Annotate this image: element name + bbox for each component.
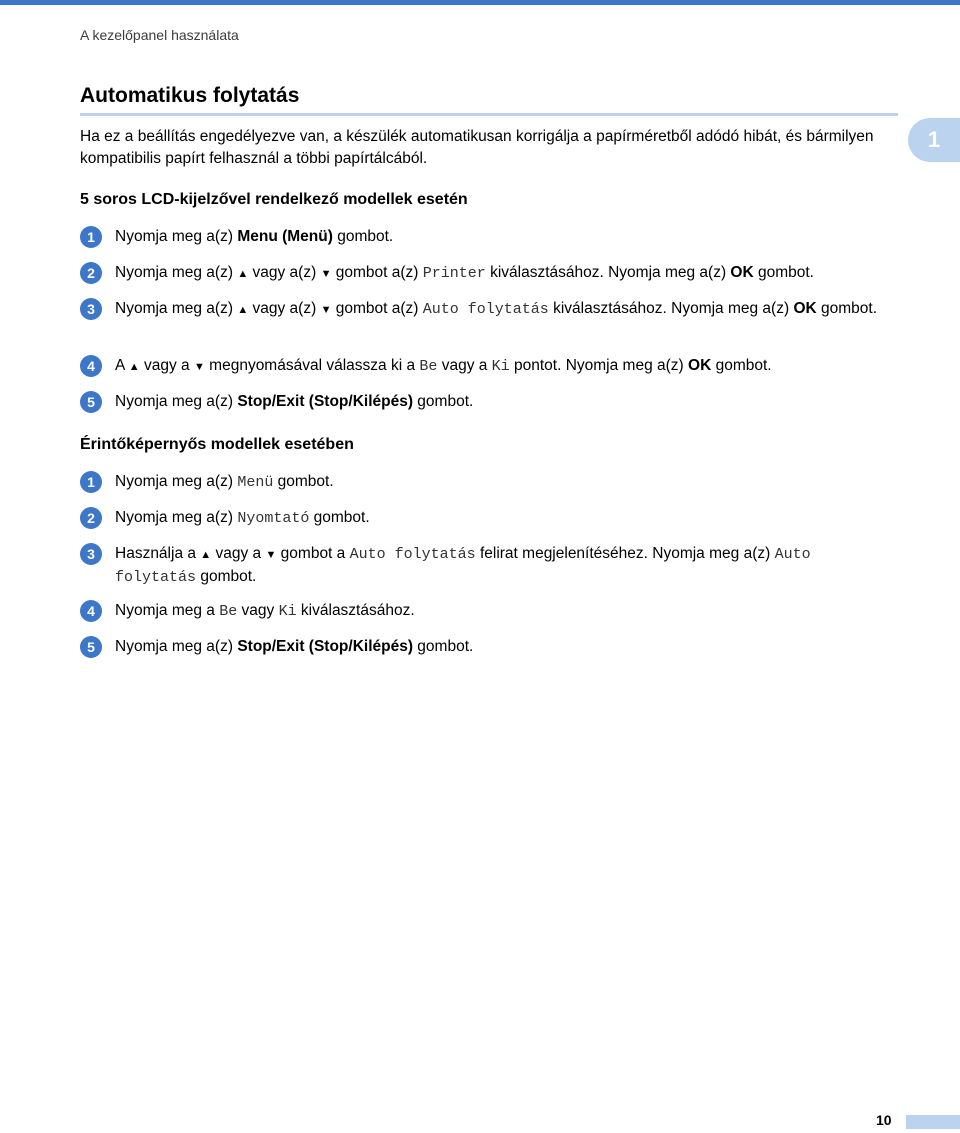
up-arrow-icon: ▲ xyxy=(200,549,212,561)
step-number-badge: 1 xyxy=(80,226,102,248)
key-name: Menu (Menü) xyxy=(237,228,333,245)
key-name: OK xyxy=(730,264,754,281)
lcd-option: Auto folytatás xyxy=(349,546,476,563)
step-text: Nyomja meg a(z) Nyomtató gombot. xyxy=(115,509,370,527)
step-number-badge: 3 xyxy=(80,543,102,565)
lcd-option: Be xyxy=(419,358,438,375)
touch-step-4 xyxy=(80,600,900,623)
footer-tab xyxy=(906,1115,960,1129)
touch-step-2 xyxy=(80,507,900,530)
step-text: Használja a ▲ vagy a ▼ gombot a Auto folytatás felirat megjelenítéséhez. Nyomja meg a(z) Auto folytatás gombot. xyxy=(115,545,811,586)
up-arrow-icon: ▲ xyxy=(237,268,249,280)
step-number-badge: 4 xyxy=(80,355,102,377)
intro-paragraph: Ha ez a beállítás engedélyezve van, a készülék automatikusan korrigálja a papírméretből adódó hibát, és bármilyen kompatibilis papírt felhasznál a többi papírtálcából. xyxy=(80,128,874,167)
lcd-step-2 xyxy=(80,262,900,285)
down-arrow-icon: ▼ xyxy=(320,268,332,280)
step-text: A ▲ vagy a ▼ megnyomásával válassza ki a Be vagy a Ki pontot. Nyomja meg a(z) OK gombot. xyxy=(115,357,772,375)
lcd-option: Ki xyxy=(278,603,297,620)
step-text: Nyomja meg a(z) Stop/Exit (Stop/Kilépés) gombot. xyxy=(115,393,474,410)
page-number: 10 xyxy=(876,1112,892,1128)
touch-step-1 xyxy=(80,471,900,494)
step-text: Nyomja meg a(z) Menü gombot. xyxy=(115,473,334,491)
step-text: Nyomja meg a(z) Stop/Exit (Stop/Kilépés) gombot. xyxy=(115,638,474,655)
lcd-step-4 xyxy=(80,355,900,378)
lcd-option: Nyomtató xyxy=(237,510,310,527)
lcd-option: Menü xyxy=(237,474,274,491)
top-rule xyxy=(0,0,960,5)
lcd-option: Auto folytatás xyxy=(422,301,549,318)
down-arrow-icon: ▼ xyxy=(265,549,277,561)
step-number-badge: 4 xyxy=(80,600,102,622)
lcd-models-heading: 5 soros LCD-kijelzővel rendelkező modellek esetén xyxy=(80,191,468,208)
down-arrow-icon: ▼ xyxy=(320,304,332,316)
running-header: A kezelőpanel használata xyxy=(80,27,239,43)
lcd-option: Be xyxy=(219,603,238,620)
key-name: Stop/Exit (Stop/Kilépés) xyxy=(237,393,413,410)
step-number-badge: 5 xyxy=(80,636,102,658)
step-number-badge: 3 xyxy=(80,298,102,320)
step-number-badge: 2 xyxy=(80,507,102,529)
touchscreen-models-heading: Érintőképernyős modellek esetében xyxy=(80,436,354,453)
chapter-tab: 1 xyxy=(908,118,960,162)
lcd-option: Printer xyxy=(422,265,486,282)
title-rule xyxy=(80,113,898,116)
step-number-badge: 2 xyxy=(80,262,102,284)
lcd-option: Ki xyxy=(491,358,510,375)
lcd-step-5 xyxy=(80,391,900,413)
step-text: Nyomja meg a(z) Menu (Menü) gombot. xyxy=(115,228,394,245)
step-number-badge: 1 xyxy=(80,471,102,493)
up-arrow-icon: ▲ xyxy=(128,361,140,373)
lcd-step-1 xyxy=(80,226,900,248)
key-name: OK xyxy=(688,357,712,374)
down-arrow-icon: ▼ xyxy=(193,361,205,373)
section-title: Automatikus folytatás xyxy=(80,84,300,107)
lcd-option: Auto folytatás xyxy=(115,546,811,586)
up-arrow-icon: ▲ xyxy=(237,304,249,316)
key-name: OK xyxy=(793,300,817,317)
step-text: Nyomja meg a(z) ▲ vagy a(z) ▼ gombot a(z) Auto folytatás kiválasztásához. Nyomja meg a(z) OK gombot. xyxy=(115,300,877,318)
key-name: Stop/Exit (Stop/Kilépés) xyxy=(237,638,413,655)
step-text: Nyomja meg a Be vagy Ki kiválasztásához. xyxy=(115,602,415,620)
touch-step-5 xyxy=(80,636,900,658)
step-number-badge: 5 xyxy=(80,391,102,413)
step-text: Nyomja meg a(z) ▲ vagy a(z) ▼ gombot a(z) Printer kiválasztásához. Nyomja meg a(z) OK gombot. xyxy=(115,264,814,282)
lcd-step-3 xyxy=(80,298,900,321)
touch-step-3 xyxy=(80,543,900,589)
